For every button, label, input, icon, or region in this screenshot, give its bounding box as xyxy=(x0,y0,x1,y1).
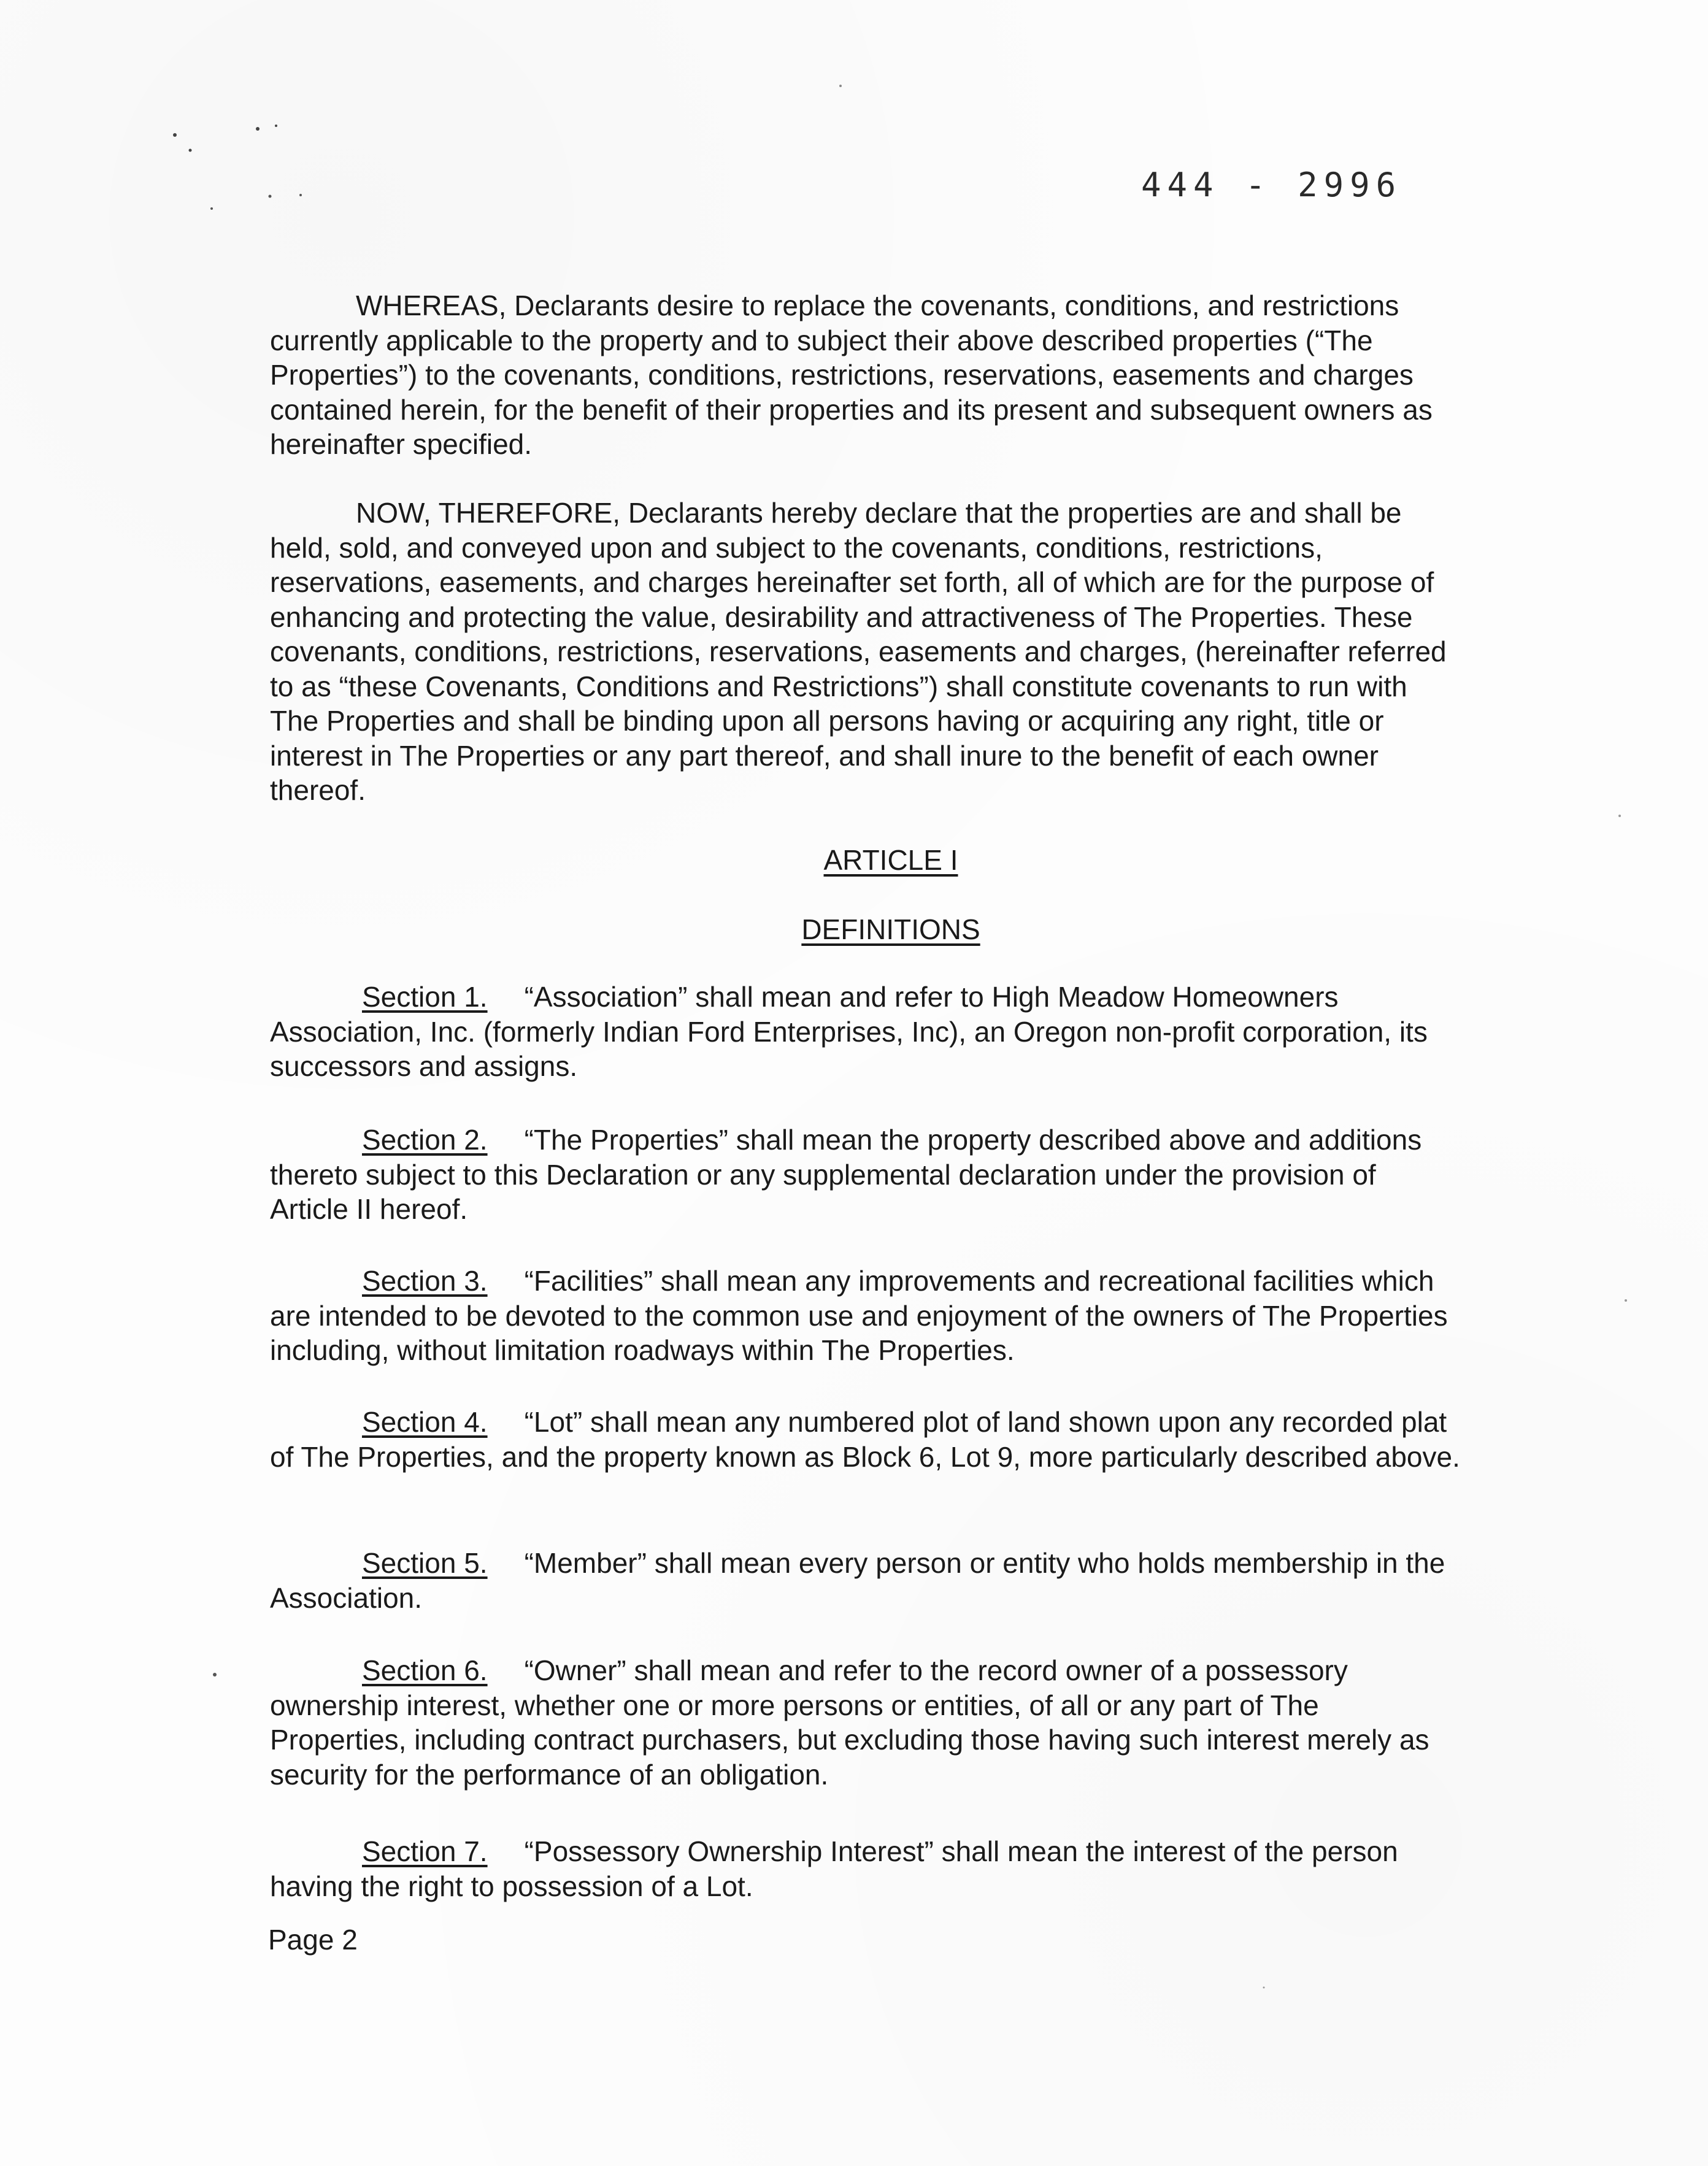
definition-section-1 xyxy=(270,980,1460,1084)
section-text: “Possessory Ownership Interest” shall mean the interest of the person having the right to possession of a Lot. xyxy=(270,1835,1398,1902)
article-title: DEFINITIONS xyxy=(801,913,980,945)
definition-section-5 xyxy=(270,1546,1460,1615)
section-text: “Association” shall mean and refer to High Meadow Homeowners Association, Inc. (formerly Indian Ford Enterprises, Inc), an Oregon non-profit corporation, its successors and assigns. xyxy=(270,981,1428,1082)
section-label: Section 7. xyxy=(362,1835,488,1867)
section-label: Section 1. xyxy=(362,981,488,1013)
definition-section-7 xyxy=(270,1834,1460,1903)
whereas-text: WHEREAS, Declarants desire to replace the covenants, conditions, and restrictions currently applicable to the property and to subject their above described properties (“The Properties”) to the covenants, conditions, restrictions, reservations, easements and charges contained herein, for the benefit of their properties and its present and subsequent owners as hereinafter specified. xyxy=(270,290,1433,460)
now-therefore-text: NOW, THEREFORE, Declarants hereby declare that the properties are and shall be held, sold, and conveyed upon and subject to the covenants, conditions, restrictions, reservations, easements, and charges hereinafter set forth, all of which are for the purpose of enhancing and protecting the value, desirability and attractiveness of The Properties. These covenants, conditions, restrictions, reservations, easements and charges, (hereinafter referred to as “these Covenants, Conditions and Restrictions”) shall constitute covenants to run with The Properties and shall be binding upon all persons having or acquiring any right, title or interest in The Properties or any part thereof, and shall inure to the benefit of each owner thereof. xyxy=(270,497,1447,806)
section-label: Section 3. xyxy=(362,1265,488,1297)
definition-section-2 xyxy=(270,1123,1460,1227)
section-label: Section 5. xyxy=(362,1547,488,1579)
definition-section-3 xyxy=(270,1264,1460,1368)
whereas-paragraph xyxy=(270,288,1460,462)
section-text: “The Properties” shall mean the property described above and additions thereto subject to this Declaration or any supplemental declaration under the provision of Article II hereof. xyxy=(270,1124,1422,1225)
page-number: Page 2 xyxy=(268,1924,358,1956)
definition-section-6 xyxy=(270,1653,1460,1792)
article-number: ARTICLE I xyxy=(823,844,958,876)
recording-number: 444 - 2996 xyxy=(1141,166,1402,204)
section-text: “Facilities” shall mean any improvements and recreational facilities which are intended to be devoted to the common use and enjoyment of the owners of The Properties including, without limitation roadways within The Properties. xyxy=(270,1265,1448,1366)
section-label: Section 2. xyxy=(362,1124,488,1156)
section-label: Section 6. xyxy=(362,1654,488,1686)
now-therefore-paragraph xyxy=(270,496,1460,808)
section-text: “Lot” shall mean any numbered plot of land shown upon any recorded plat of The Properties, and the property known as Block 6, Lot 9, more particularly described above. xyxy=(270,1406,1460,1473)
section-text: “Member” shall mean every person or entity who holds membership in the Association. xyxy=(270,1547,1445,1614)
definition-section-4 xyxy=(270,1405,1460,1474)
section-label: Section 4. xyxy=(362,1406,488,1438)
section-text: “Owner” shall mean and refer to the record owner of a possessory ownership interest, whether one or more persons or entities, of all or any part of The Properties, including contract purchasers, but excluding those having such interest merely as security for the performance of an obligation. xyxy=(270,1654,1429,1791)
